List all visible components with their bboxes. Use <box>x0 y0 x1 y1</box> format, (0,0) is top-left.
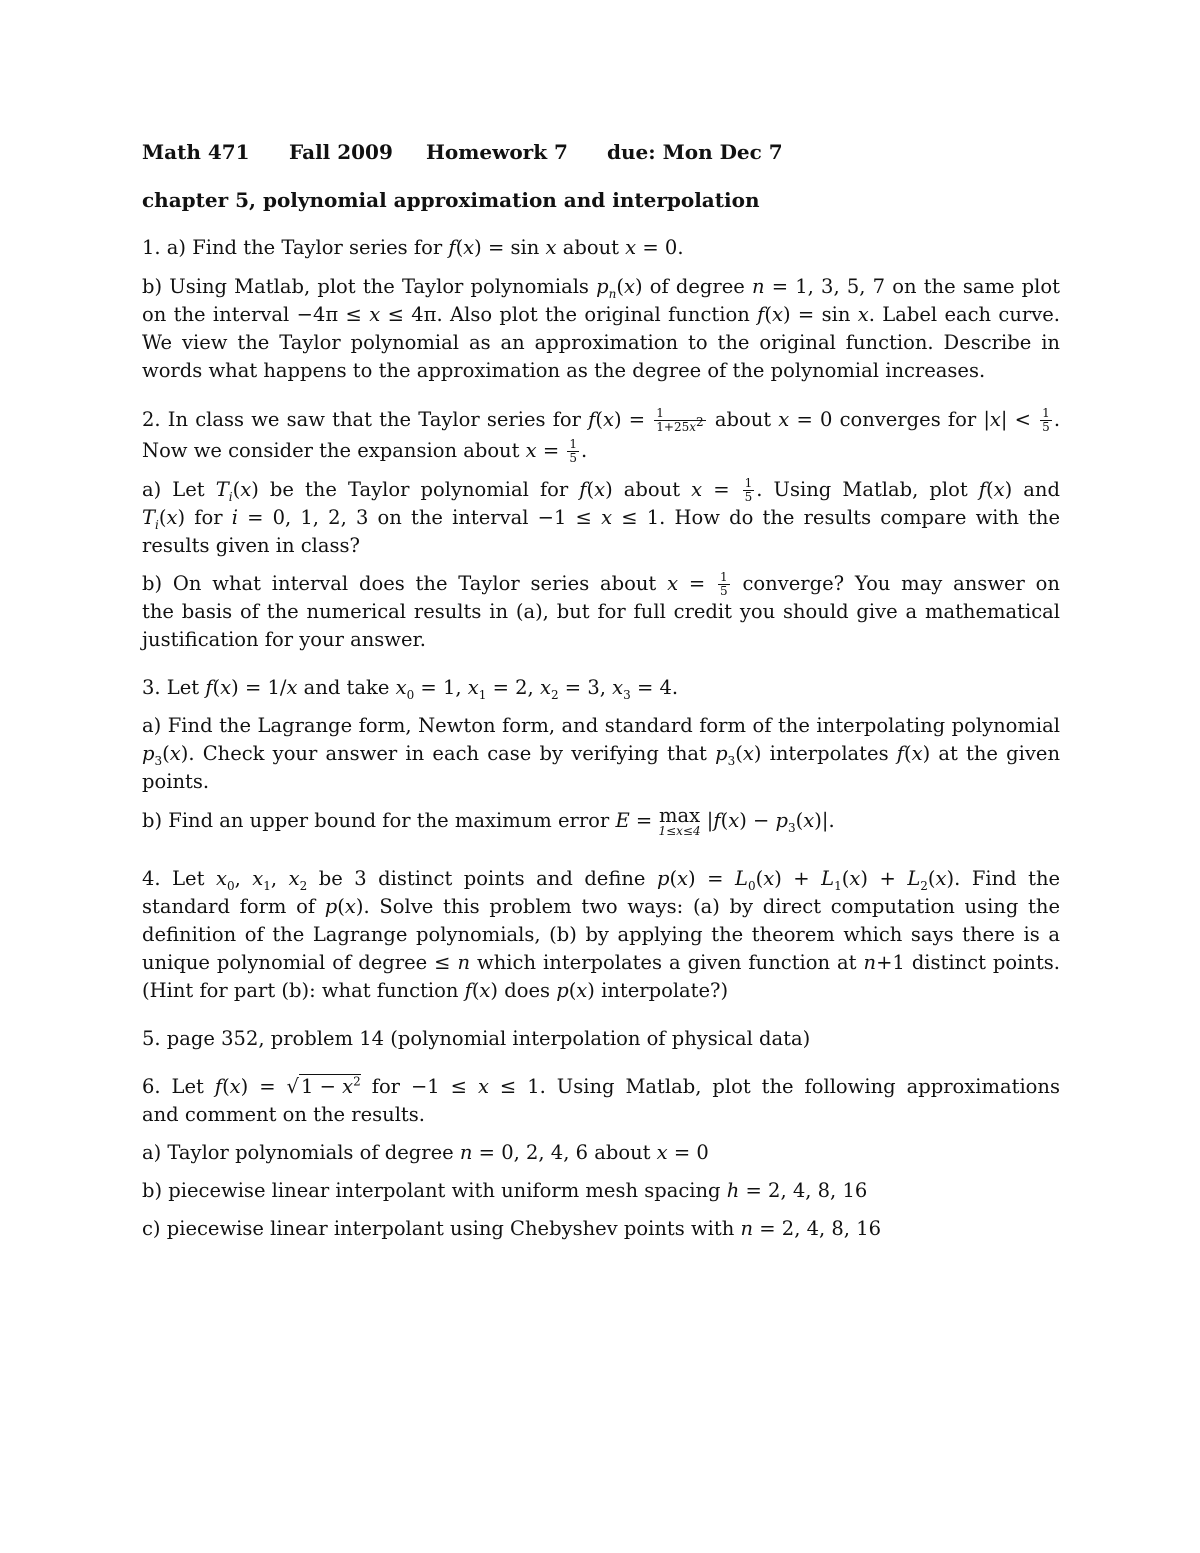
problem-4-line-3: definition of the Lagrange polynomials, (b) by applying the theorem which says there is a <box>142 923 1060 946</box>
due-label: due: Mon Dec 7 <box>607 140 783 164</box>
course-label: Math 471 <box>142 140 250 164</box>
problem-6b: b) piecewise linear interpolant with uniform mesh spacing h = 2, 4, 8, 16 <box>142 1179 868 1202</box>
problem-2a-line-2: $T_i(x)$ for i = 0, 1, 2, 3 on the interval −1 ≤ x ≤ 1. How do the results compare with the <box>142 506 1060 532</box>
problem-2b-line-2: the basis of the numerical results in (a), but for full credit you should give a mathematical <box>142 600 1060 623</box>
problem-3a-line-3: points. <box>142 770 210 793</box>
problem-4-line-4: unique polynomial of degree ≤ n which interpolates a given function at n+1 distinct points. <box>142 951 1060 974</box>
problem-6c: c) piecewise linear interpolant using Chebyshev points with n = 2, 4, 8, 16 <box>142 1217 882 1240</box>
problem-2b-line-3: justification for your answer. <box>142 628 426 651</box>
problem-5: 5. page 352, problem 14 (polynomial interpolation of physical data) <box>142 1027 811 1050</box>
problem-1b-line-4: words what happens to the approximation as the degree of the polynomial increases. <box>142 359 986 382</box>
problem-3b: b) Find an upper bound for the maximum error E = max 1≤x≤4 $|f(x) - p_3(x)|$. <box>142 804 835 838</box>
problem-1b-line-2: on the interval −4π ≤ x ≤ 4π. Also plot the original function f(x) = sin x. Label each curve. <box>142 303 1060 326</box>
problem-2a-line-1: a) Let $T_i(x)$ be the Taylor polynomial for f(x) about x = $\frac{1}{5}$ . Using Matlab, plot f(x) and <box>142 476 1060 504</box>
problem-2-line-1: 2. In class we saw that the Taylor series for f(x) = $\frac{1}{1+25x^2}$ about x = 0 converges for |x| < $\frac{1}{5}$ . <box>142 406 1061 434</box>
problem-1b-line-1: b) Using Matlab, plot the Taylor polynomials $p_n(x)$ of degree n = 1, 3, 5, 7 on the same plot <box>142 275 1060 301</box>
problem-4-line-2: standard form of p(x). Solve this problem two ways: (a) by direct computation using the <box>142 895 1060 918</box>
header-line <box>142 138 1060 166</box>
problem-3a-line-1: a) Find the Lagrange form, Newton form, and standard form of the interpolating polynomial <box>142 714 1060 737</box>
problem-2a-line-3: results given in class? <box>142 534 360 557</box>
problem-3-line-1: 3. Let f(x) = 1/x and take $x_0 = 1$, $x_1 = 2$, $x_2 = 3$, $x_3 = 4$. <box>142 676 679 702</box>
problem-2b-line-1: b) On what interval does the Taylor series about x = $\frac{1}{5}$ converge? You may answer on <box>142 570 1060 598</box>
problem-1a: 1. a) Find the Taylor series for f(x) = sin x about x = 0. <box>142 236 684 259</box>
problem-6a: a) Taylor polynomials of degree n = 0, 2, 4, 6 about x = 0 <box>142 1141 709 1164</box>
term-label: Fall 2009 <box>289 140 393 164</box>
homework-label: Homework 7 <box>426 140 568 164</box>
chapter-heading: chapter 5, polynomial approximation and interpolation <box>142 188 760 212</box>
problem-4-line-5: (Hint for part (b): what function f(x) does p(x) interpolate?) <box>142 979 729 1002</box>
problem-6-line-1: 6. Let f(x) = √ $1 - x^2$ for −1 ≤ x ≤ 1. Using Matlab, plot the following approximations <box>142 1074 1060 1098</box>
problem-3a-line-2: $p_3(x)$. Check your answer in each case by verifying that $p_3(x)$ interpolates f(x) at the given <box>142 742 1060 768</box>
problem-2-line-2: Now we consider the expansion about x = $\frac{1}{5}$ . <box>142 437 588 465</box>
problem-4-line-1: 4. Let $x_0$, $x_1$, $x_2$ be 3 distinct points and define $p(x) = L_0(x) + L_1(x) + L_2(x)$. Find the <box>142 867 1061 893</box>
problem-6-line-2: and comment on the results. <box>142 1103 425 1126</box>
problem-1b-line-3: We view the Taylor polynomial as an approximation to the original function. Describe in <box>142 331 1060 354</box>
